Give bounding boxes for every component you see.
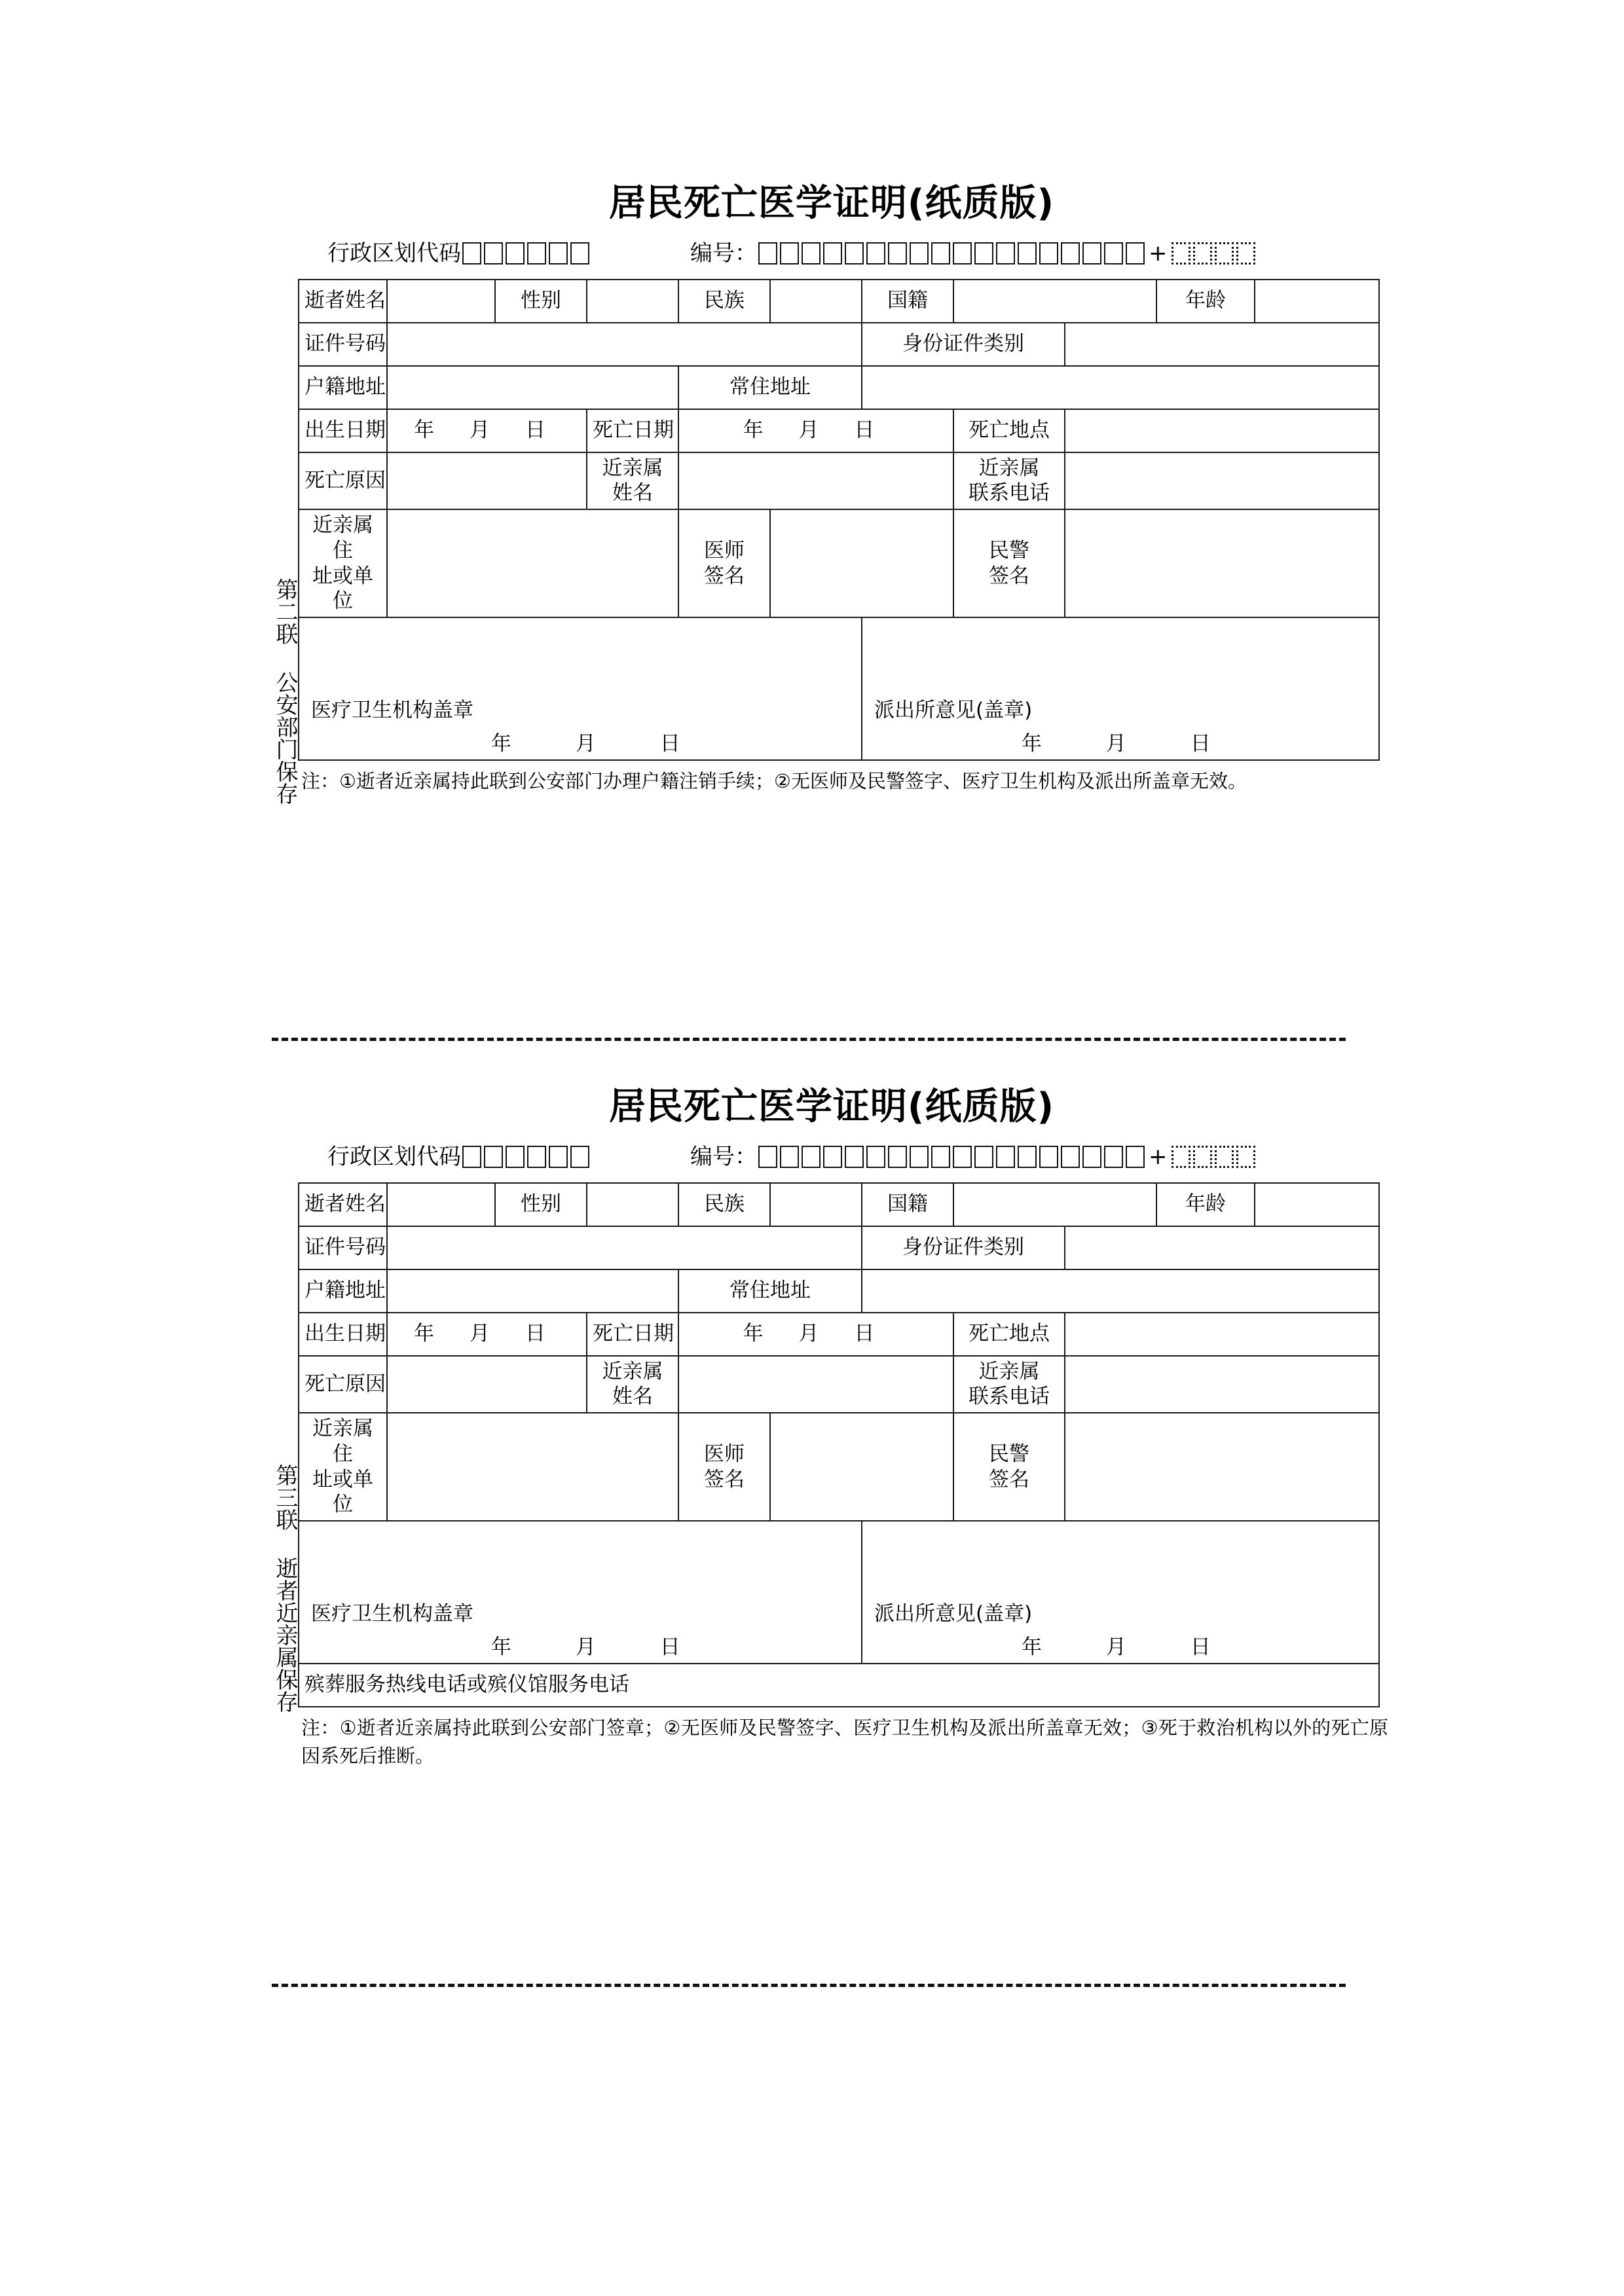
admin-code-box[interactable] bbox=[570, 1146, 589, 1168]
table-row bbox=[299, 409, 1379, 452]
label-birth-date: 出生日期 bbox=[299, 1313, 387, 1356]
label-relative-address bbox=[299, 1413, 387, 1521]
input-ethnicity[interactable] bbox=[770, 280, 862, 323]
input-death-date[interactable]: 年 月 日 bbox=[678, 409, 953, 452]
label-id-type: 身份证件类别 bbox=[862, 1226, 1065, 1269]
serial-suffix-box[interactable] bbox=[1172, 1146, 1190, 1168]
label-police-signature bbox=[953, 509, 1065, 617]
police-sign-line2: 签名 bbox=[989, 1467, 1029, 1491]
label-relative-name bbox=[587, 1356, 678, 1413]
input-relative-address[interactable] bbox=[387, 1413, 678, 1521]
input-gender[interactable] bbox=[587, 280, 678, 323]
serial-box[interactable] bbox=[1018, 242, 1037, 264]
relative-address-line2: 址或单位 bbox=[312, 1467, 373, 1517]
label-age: 年龄 bbox=[1156, 280, 1255, 323]
serial-suffix-box[interactable] bbox=[1193, 242, 1212, 264]
certificate-table bbox=[298, 279, 1380, 761]
table-row bbox=[299, 1269, 1379, 1313]
label-nationality: 国籍 bbox=[862, 280, 953, 323]
code-line bbox=[0, 242, 1624, 264]
input-doctor-signature[interactable] bbox=[770, 1413, 953, 1521]
doctor-sign-line1: 医师 bbox=[704, 1442, 745, 1466]
table-row bbox=[299, 509, 1379, 617]
table-row bbox=[299, 1313, 1379, 1356]
table-row bbox=[299, 323, 1379, 366]
input-relative-name[interactable] bbox=[678, 452, 953, 510]
page-title: 居民死亡医学证明(纸质版) bbox=[608, 182, 1055, 225]
police-station-opinion-cell[interactable] bbox=[862, 617, 1379, 760]
serial-box[interactable] bbox=[1104, 1146, 1123, 1168]
serial-box[interactable] bbox=[1039, 242, 1058, 264]
label-id-type: 身份证件类别 bbox=[862, 323, 1065, 366]
label-age: 年龄 bbox=[1156, 1183, 1255, 1226]
label-current-address: 常住地址 bbox=[678, 1269, 862, 1313]
input-death-place[interactable] bbox=[1065, 409, 1379, 452]
input-current-address[interactable] bbox=[862, 366, 1379, 409]
input-ethnicity[interactable] bbox=[770, 1183, 862, 1226]
input-police-signature[interactable] bbox=[1065, 1413, 1379, 1521]
serial-box[interactable] bbox=[888, 1146, 907, 1168]
cut-separator bbox=[272, 1984, 1346, 1987]
label-household-address: 户籍地址 bbox=[299, 1269, 387, 1313]
table-row bbox=[299, 1183, 1379, 1226]
serial-box[interactable] bbox=[780, 242, 799, 264]
admin-code-box[interactable] bbox=[570, 242, 589, 264]
label-ethnicity: 民族 bbox=[678, 1183, 770, 1226]
input-relative-phone[interactable] bbox=[1065, 1356, 1379, 1413]
copy-note: 注：①逝者近亲属持此联到公安部门办理户籍注销手续；②无医师及民警签字、医疗卫生机构及派出所盖章无效。 bbox=[301, 769, 1247, 792]
label-death-cause: 死亡原因 bbox=[299, 1356, 387, 1413]
input-nationality[interactable] bbox=[953, 280, 1156, 323]
relative-name-line1: 近亲属 bbox=[602, 456, 663, 480]
label-relative-phone bbox=[953, 1356, 1065, 1413]
input-police-signature[interactable] bbox=[1065, 509, 1379, 617]
label-id-number: 证件号码 bbox=[299, 1226, 387, 1269]
medical-seal-date[interactable]: 年 月 日 bbox=[491, 1635, 709, 1659]
serial-box[interactable] bbox=[845, 242, 864, 264]
admin-code-box[interactable] bbox=[549, 1146, 568, 1168]
serial-box[interactable] bbox=[1018, 1146, 1037, 1168]
input-death-date[interactable]: 年 月 日 bbox=[678, 1313, 953, 1356]
label-medical-seal: 医疗卫生机构盖章 bbox=[311, 1602, 473, 1626]
serial-box[interactable] bbox=[845, 1146, 864, 1168]
table-row bbox=[299, 366, 1379, 409]
serial-suffix-box[interactable] bbox=[1193, 1146, 1212, 1168]
funeral-hotline-row[interactable]: 殡葬服务热线电话或殡仪馆服务电话 bbox=[299, 1664, 1379, 1707]
relative-address-line2: 址或单位 bbox=[312, 564, 373, 613]
admin-code-boxes[interactable] bbox=[462, 242, 592, 264]
label-death-cause: 死亡原因 bbox=[299, 452, 387, 510]
label-doctor-signature bbox=[678, 509, 770, 617]
serial-box[interactable] bbox=[910, 242, 929, 264]
label-ethnicity: 民族 bbox=[678, 280, 770, 323]
serial-box[interactable] bbox=[823, 242, 842, 264]
input-id-number[interactable] bbox=[387, 323, 862, 366]
serial-box[interactable] bbox=[823, 1146, 842, 1168]
relative-phone-line1: 近亲属 bbox=[978, 456, 1040, 480]
relative-name-line1: 近亲属 bbox=[602, 1359, 663, 1383]
table-row bbox=[299, 617, 1379, 760]
serial-box[interactable] bbox=[996, 242, 1015, 264]
input-age[interactable] bbox=[1255, 1183, 1379, 1226]
input-birth-date[interactable]: 年 月 日 bbox=[387, 1313, 587, 1356]
label-nationality: 国籍 bbox=[862, 1183, 953, 1226]
label-police-station-opinion: 派出所意见(盖章) bbox=[874, 699, 1033, 723]
copy-side-label: 第二联 公安部门保存 bbox=[272, 577, 298, 805]
admin-code-box[interactable] bbox=[462, 242, 481, 264]
serial-boxes[interactable] bbox=[758, 242, 1147, 264]
table-row bbox=[299, 1664, 1379, 1707]
serial-box[interactable] bbox=[931, 242, 950, 264]
label-relative-address bbox=[299, 509, 387, 617]
admin-code-box[interactable] bbox=[484, 242, 503, 264]
medical-seal-date[interactable]: 年 月 日 bbox=[491, 731, 709, 756]
label-death-date: 死亡日期 bbox=[587, 409, 678, 452]
certificate-table bbox=[298, 1182, 1380, 1707]
input-relative-address[interactable] bbox=[387, 509, 678, 617]
label-relative-name bbox=[587, 452, 678, 510]
serial-box[interactable] bbox=[866, 242, 885, 264]
admin-code-box[interactable] bbox=[462, 1146, 481, 1168]
police-sign-line1: 民警 bbox=[989, 1442, 1029, 1466]
label-death-place: 死亡地点 bbox=[953, 1313, 1065, 1356]
certificate-copy-third bbox=[0, 1087, 1624, 1771]
serial-box[interactable] bbox=[758, 1146, 777, 1168]
serial-box[interactable] bbox=[802, 1146, 821, 1168]
admin-code-box[interactable] bbox=[484, 1146, 503, 1168]
serial-suffix-boxes[interactable] bbox=[1172, 1146, 1258, 1168]
police-sign-line1: 民警 bbox=[989, 538, 1029, 562]
input-gender[interactable] bbox=[587, 1183, 678, 1226]
input-household-address[interactable] bbox=[387, 1269, 678, 1313]
serial-box[interactable] bbox=[1126, 1146, 1145, 1168]
input-doctor-signature[interactable] bbox=[770, 509, 953, 617]
doctor-sign-line2: 签名 bbox=[704, 1467, 745, 1491]
input-id-type[interactable] bbox=[1065, 1226, 1379, 1269]
table-row bbox=[299, 452, 1379, 510]
input-relative-phone[interactable] bbox=[1065, 452, 1379, 510]
admin-code-boxes[interactable] bbox=[462, 1146, 592, 1168]
table-row bbox=[299, 1413, 1379, 1521]
copy-note: 注：①逝者近亲属持此联到公安部门签章；②无医师及民警签字、医疗卫生机构及派出所盖章无效；③死于救治机构以外的死亡原因系死后推断。 bbox=[301, 1716, 1388, 1768]
input-death-cause[interactable] bbox=[387, 452, 587, 510]
input-relative-name[interactable] bbox=[678, 1356, 953, 1413]
code-line bbox=[0, 1143, 1624, 1170]
label-current-address: 常住地址 bbox=[678, 366, 862, 409]
serial-box[interactable] bbox=[931, 1146, 950, 1168]
label-death-date: 死亡日期 bbox=[587, 1313, 678, 1356]
serial-box[interactable] bbox=[974, 1146, 993, 1168]
label-gender: 性别 bbox=[495, 280, 587, 323]
doctor-sign-line1: 医师 bbox=[704, 538, 745, 562]
table-row bbox=[299, 1356, 1379, 1413]
serial-label: 编号： bbox=[690, 240, 757, 266]
serial-box[interactable] bbox=[1039, 1146, 1058, 1168]
admin-code-box[interactable] bbox=[506, 1146, 525, 1168]
admin-code-box[interactable] bbox=[527, 242, 546, 264]
plus-sign: + bbox=[1149, 240, 1168, 266]
label-birth-date: 出生日期 bbox=[299, 409, 387, 452]
relative-name-line2: 姓名 bbox=[612, 1385, 653, 1409]
admin-code-box[interactable] bbox=[527, 1146, 546, 1168]
input-id-number[interactable] bbox=[387, 1226, 862, 1269]
copy-side-label: 第三联 逝者近亲属保存 bbox=[272, 1463, 298, 1713]
serial-suffix-box[interactable] bbox=[1215, 242, 1234, 264]
table-row bbox=[299, 1226, 1379, 1269]
serial-box[interactable] bbox=[974, 242, 993, 264]
serial-box[interactable] bbox=[1082, 242, 1101, 264]
admin-code-box[interactable] bbox=[549, 242, 568, 264]
input-death-place[interactable] bbox=[1065, 1313, 1379, 1356]
serial-box[interactable] bbox=[996, 1146, 1015, 1168]
label-relative-phone bbox=[953, 452, 1065, 510]
table-row bbox=[299, 280, 1379, 323]
serial-suffix-boxes[interactable] bbox=[1172, 242, 1258, 264]
serial-box[interactable] bbox=[910, 1146, 929, 1168]
certificate-copy-second bbox=[0, 182, 1624, 805]
police-station-date[interactable]: 年 月 日 bbox=[1022, 731, 1240, 756]
serial-boxes[interactable] bbox=[758, 1146, 1147, 1168]
relative-phone-line2: 联系电话 bbox=[969, 481, 1050, 505]
label-medical-seal: 医疗卫生机构盖章 bbox=[311, 699, 473, 723]
serial-box[interactable] bbox=[758, 242, 777, 264]
input-birth-date[interactable]: 年 月 日 bbox=[387, 409, 587, 452]
serial-box[interactable] bbox=[953, 242, 972, 264]
input-id-type[interactable] bbox=[1065, 323, 1379, 366]
relative-address-line1: 近亲属住 bbox=[312, 1417, 373, 1466]
relative-phone-line1: 近亲属 bbox=[978, 1359, 1040, 1383]
serial-suffix-box[interactable] bbox=[1236, 242, 1255, 264]
label-doctor-signature bbox=[678, 1413, 770, 1521]
plus-sign: + bbox=[1149, 1143, 1168, 1170]
serial-box[interactable] bbox=[953, 1146, 972, 1168]
serial-suffix-box[interactable] bbox=[1236, 1146, 1255, 1168]
serial-label: 编号： bbox=[690, 1143, 757, 1170]
input-age[interactable] bbox=[1255, 280, 1379, 323]
cut-separator bbox=[272, 1038, 1346, 1041]
serial-box[interactable] bbox=[1061, 242, 1080, 264]
label-deceased-name: 逝者姓名 bbox=[299, 1183, 387, 1226]
input-nationality[interactable] bbox=[953, 1183, 1156, 1226]
label-police-signature bbox=[953, 1413, 1065, 1521]
relative-name-line2: 姓名 bbox=[612, 481, 653, 505]
input-death-cause[interactable] bbox=[387, 1356, 587, 1413]
input-household-address[interactable] bbox=[387, 366, 678, 409]
medical-seal-cell[interactable] bbox=[299, 617, 862, 760]
label-gender: 性别 bbox=[495, 1183, 587, 1226]
input-deceased-name[interactable] bbox=[387, 280, 495, 323]
label-death-place: 死亡地点 bbox=[953, 409, 1065, 452]
serial-box[interactable] bbox=[780, 1146, 799, 1168]
label-police-station-opinion: 派出所意见(盖章) bbox=[874, 1602, 1033, 1626]
doctor-sign-line2: 签名 bbox=[704, 564, 745, 588]
serial-suffix-box[interactable] bbox=[1172, 242, 1190, 264]
serial-box[interactable] bbox=[1126, 242, 1145, 264]
serial-box[interactable] bbox=[802, 242, 821, 264]
form-table-wrap bbox=[0, 1182, 1624, 1713]
serial-box[interactable] bbox=[1061, 1146, 1080, 1168]
page-title: 居民死亡医学证明(纸质版) bbox=[608, 1085, 1055, 1128]
label-household-address: 户籍地址 bbox=[299, 366, 387, 409]
label-id-number: 证件号码 bbox=[299, 323, 387, 366]
police-station-opinion-cell[interactable] bbox=[862, 1521, 1379, 1664]
serial-box[interactable] bbox=[888, 242, 907, 264]
serial-box[interactable] bbox=[1082, 1146, 1101, 1168]
relative-address-line1: 近亲属住 bbox=[312, 513, 373, 562]
serial-box[interactable] bbox=[866, 1146, 885, 1168]
label-deceased-name: 逝者姓名 bbox=[299, 280, 387, 323]
admin-code-box[interactable] bbox=[506, 242, 525, 264]
input-current-address[interactable] bbox=[862, 1269, 1379, 1313]
medical-seal-cell[interactable] bbox=[299, 1521, 862, 1664]
admin-code-label: 行政区划代码 bbox=[327, 1143, 461, 1170]
police-sign-line2: 签名 bbox=[989, 564, 1029, 588]
police-station-date[interactable]: 年 月 日 bbox=[1022, 1635, 1240, 1659]
admin-code-label: 行政区划代码 bbox=[327, 240, 461, 266]
serial-suffix-box[interactable] bbox=[1215, 1146, 1234, 1168]
relative-phone-line2: 联系电话 bbox=[969, 1385, 1050, 1409]
table-row bbox=[299, 1521, 1379, 1664]
input-deceased-name[interactable] bbox=[387, 1183, 495, 1226]
serial-box[interactable] bbox=[1104, 242, 1123, 264]
